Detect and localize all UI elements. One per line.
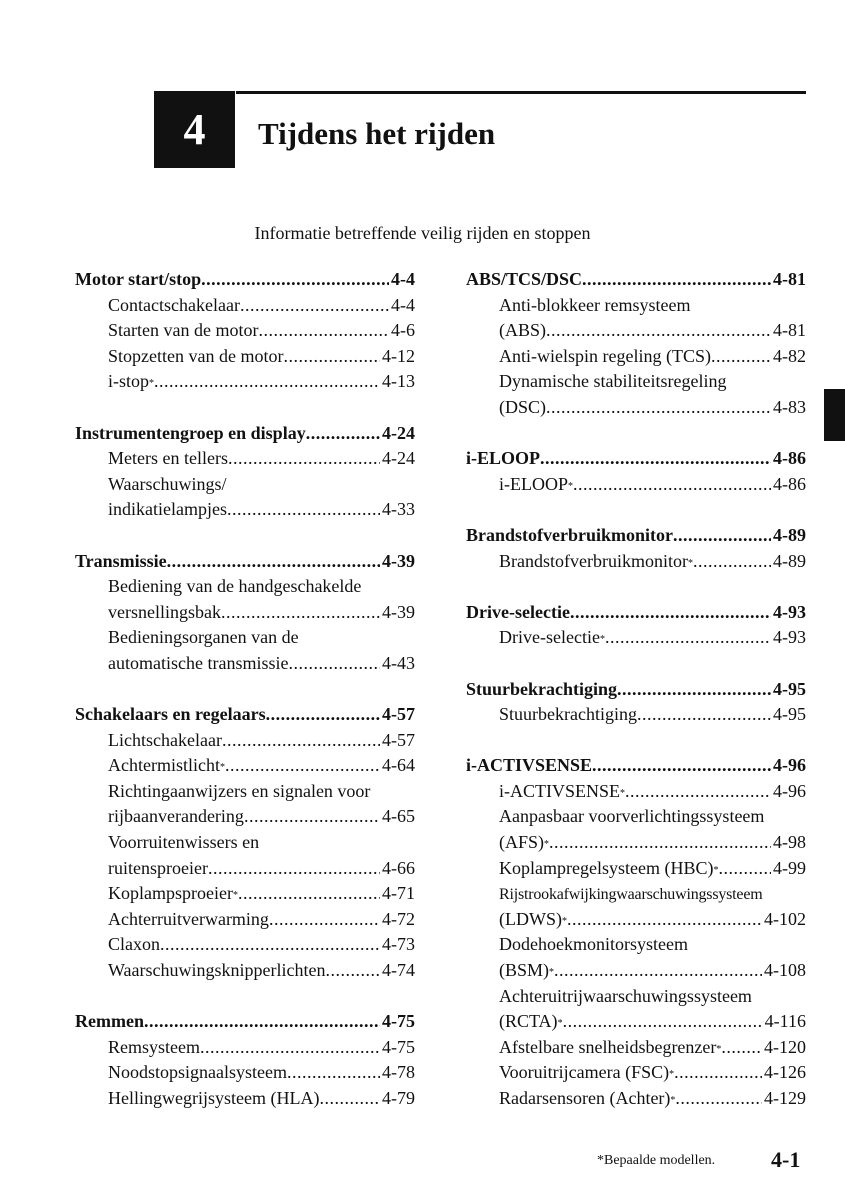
toc-entry[interactable] xyxy=(75,318,415,344)
toc-page-ref: 4-66 xyxy=(382,857,415,878)
toc-entry-text: (ABS) xyxy=(499,320,547,341)
footnote-marker: * xyxy=(561,915,567,927)
toc-entry-text: (RCTA) xyxy=(499,1011,558,1032)
toc-entry-title xyxy=(75,421,306,447)
toc-page-ref: 4-129 xyxy=(764,1088,806,1108)
toc-entry-title xyxy=(108,497,227,523)
toc-page-ref: 4-120 xyxy=(764,1036,806,1057)
leader-dots xyxy=(625,779,771,805)
toc-entry-text: Lichtschakelaar xyxy=(108,729,222,750)
toc-page-ref: 4-93 xyxy=(773,627,806,648)
toc-entry-text: i-ELOOP xyxy=(499,473,568,494)
toc-entry[interactable] xyxy=(75,856,415,882)
toc-entry[interactable] xyxy=(466,958,806,984)
leader-dots xyxy=(228,446,380,472)
toc-entry-text: Achtermistlicht xyxy=(108,755,220,776)
toc-entry-text: Voorruitenwissers en xyxy=(108,832,260,853)
toc-entry-title xyxy=(499,779,625,805)
footnote-marker: * xyxy=(620,787,625,799)
toc-section-heading[interactable] xyxy=(75,549,415,575)
toc-section-heading[interactable] xyxy=(75,267,415,293)
toc-entry[interactable] xyxy=(466,472,806,498)
toc-page-ref: 4-86 xyxy=(773,448,806,469)
toc-entry-text: (BSM) xyxy=(499,960,550,981)
toc-page-ref: 4-65 xyxy=(382,806,415,827)
footnote-marker: * xyxy=(557,1018,563,1030)
toc-page-ref: 4-108 xyxy=(764,960,806,981)
toc-entry-title xyxy=(108,804,244,830)
toc-entry[interactable] xyxy=(75,1060,415,1086)
toc-entry-title xyxy=(499,856,718,882)
toc-entry-title xyxy=(466,523,673,549)
toc-section-heading[interactable] xyxy=(466,600,806,626)
leader-dots xyxy=(721,1035,762,1061)
leader-dots xyxy=(200,1035,380,1061)
toc-entry-text: ruitensproeier xyxy=(108,857,208,878)
toc-section xyxy=(75,421,415,523)
toc-page-ref: 4-12 xyxy=(382,345,415,366)
toc-entry-text: Remmen xyxy=(75,1011,144,1032)
toc-page-ref: 4-75 xyxy=(382,1011,415,1032)
leader-dots xyxy=(225,753,380,779)
footnote-marker: * xyxy=(232,890,238,902)
toc-section-heading[interactable] xyxy=(466,267,806,293)
toc-entry-text: Hellingwegrijsysteem (HLA) xyxy=(108,1088,320,1108)
toc-page-ref: 4-99 xyxy=(773,857,806,878)
toc-entry-text: Brandstofverbruikmonitor xyxy=(466,524,673,545)
toc-entry-title xyxy=(499,958,554,984)
toc-entry[interactable] xyxy=(466,395,806,421)
leader-dots xyxy=(617,677,771,703)
toc-entry-text: Achteruitrijwaarschuwingssysteem xyxy=(499,985,752,1006)
toc-entry-title xyxy=(108,958,326,984)
footnote-marker: * xyxy=(549,967,555,979)
leader-dots xyxy=(592,753,771,779)
toc-page-ref: 4-24 xyxy=(382,422,415,443)
toc-entry-text: Achterruitverwarming xyxy=(108,908,269,929)
toc-entry[interactable] xyxy=(466,932,806,958)
toc-entry[interactable] xyxy=(75,958,415,984)
toc-entry[interactable] xyxy=(466,1060,806,1086)
toc-entry-title xyxy=(466,753,592,779)
toc-section xyxy=(75,1009,415,1111)
toc-page-ref: 4-96 xyxy=(773,780,806,801)
toc-entry-title xyxy=(466,600,570,626)
toc-entry-title xyxy=(499,907,567,933)
toc-entry-text: Radarsensoren (Achter) xyxy=(499,1088,671,1108)
chapter-title: Tijdens het rijden xyxy=(258,116,496,151)
footnote-marker: * xyxy=(687,557,693,569)
toc-page-ref: 4-82 xyxy=(773,345,806,366)
leader-dots xyxy=(244,804,380,830)
toc-entry[interactable] xyxy=(466,856,806,882)
toc-page-ref: 4-95 xyxy=(773,704,806,725)
toc-entry-text: Starten van de motor xyxy=(108,320,259,341)
leader-dots xyxy=(637,702,771,728)
toc-entry-text: Rijstrookafwijkingwaarschuwingssysteem xyxy=(499,886,763,904)
toc-entry-title xyxy=(499,830,549,856)
toc-entry-text: i-ACTIVSENSE xyxy=(466,755,593,776)
toc-entry-title xyxy=(499,702,637,728)
toc-entry-text: Aanpasbaar voorverlichtingssysteem xyxy=(499,806,765,827)
toc-entry-text: i-ELOOP xyxy=(466,448,541,469)
toc-entry-text: rijbaanverandering xyxy=(108,806,244,827)
toc-entry[interactable] xyxy=(75,293,415,319)
toc-entry-title xyxy=(75,1009,144,1035)
toc-entry-title xyxy=(75,702,266,728)
leader-dots xyxy=(554,958,762,984)
toc-page-ref: 4-33 xyxy=(382,499,415,520)
chapter-intro: Informatie betreffende veilig rijden en stoppen xyxy=(254,223,591,243)
toc-entry-text: indikatielampjes xyxy=(108,499,227,520)
toc-section-heading[interactable] xyxy=(466,677,806,703)
toc-section xyxy=(75,702,415,984)
toc-entry[interactable] xyxy=(75,574,415,600)
toc-entry-text: automatische transmissie xyxy=(108,652,289,673)
toc-left-column xyxy=(75,267,415,1137)
leader-dots xyxy=(673,523,771,549)
toc-entry-text: Waarschuwings/ xyxy=(108,473,227,494)
leader-dots xyxy=(546,318,771,344)
leader-dots xyxy=(306,421,380,447)
toc-entry-title xyxy=(499,984,752,1010)
leader-dots xyxy=(160,932,380,958)
toc-page-ref: 4-81 xyxy=(773,269,806,289)
toc-page-ref: 4-95 xyxy=(773,678,806,699)
toc-page-ref: 4-81 xyxy=(773,320,806,341)
leader-dots xyxy=(546,395,771,421)
toc-entry[interactable] xyxy=(75,728,415,754)
toc-page-ref: 4-13 xyxy=(382,371,415,392)
toc-section-heading[interactable] xyxy=(466,753,806,779)
toc-section xyxy=(466,446,806,497)
toc-entry-text: Richtingaanwijzers en signalen voor xyxy=(108,780,371,801)
leader-dots xyxy=(573,472,771,498)
toc-entry-title xyxy=(499,1035,721,1061)
toc-entry[interactable] xyxy=(466,984,806,1010)
toc-entry[interactable] xyxy=(466,779,806,805)
leader-dots xyxy=(540,446,771,472)
leader-dots xyxy=(221,600,380,626)
toc-entry[interactable] xyxy=(466,1035,806,1061)
leader-dots xyxy=(208,856,380,882)
leader-dots xyxy=(283,344,380,370)
toc-page-ref: 4-126 xyxy=(764,1062,806,1083)
toc-entry-text: Remsysteem xyxy=(108,1036,200,1057)
leader-dots xyxy=(675,1086,762,1112)
toc-entry-title xyxy=(108,932,160,958)
toc-entry[interactable] xyxy=(75,497,415,523)
toc-entry-title xyxy=(499,549,693,575)
toc-entry-title xyxy=(499,1009,563,1035)
leader-dots xyxy=(605,625,771,651)
toc-entry[interactable] xyxy=(75,932,415,958)
toc-entry[interactable] xyxy=(466,1086,806,1112)
toc-entry[interactable] xyxy=(466,907,806,933)
toc-entry[interactable] xyxy=(75,625,415,651)
toc-entry-title xyxy=(108,1035,200,1061)
toc-entry-text: Waarschuwingsknipperlichten xyxy=(108,960,326,981)
leader-dots xyxy=(238,881,380,907)
toc-entry-title xyxy=(108,318,258,344)
toc-entry-text: Vooruitrijcamera (FSC) xyxy=(499,1062,670,1083)
leader-dots xyxy=(269,907,380,933)
footnote-marker: * xyxy=(716,1043,722,1055)
toc-entry-text: Noodstopsignaalsysteem xyxy=(108,1062,287,1083)
leader-dots xyxy=(266,702,380,728)
footnote-marker: * xyxy=(713,864,719,876)
toc-page-ref: 4-24 xyxy=(382,448,415,469)
toc-entry-title xyxy=(466,267,582,293)
toc-entry-text: Transmissie xyxy=(75,550,167,571)
toc-entry[interactable] xyxy=(75,804,415,830)
toc-entry[interactable] xyxy=(466,881,806,907)
toc-entry-title xyxy=(499,1086,675,1112)
footnote-marker: * xyxy=(568,480,573,492)
toc-right-column xyxy=(466,267,806,1137)
header-rule xyxy=(236,91,806,94)
toc-entry-text: Claxon xyxy=(108,934,160,955)
toc-entry-text: Dynamische stabiliteitsregeling xyxy=(499,371,727,392)
toc-entry-title xyxy=(499,804,764,830)
leader-dots xyxy=(563,1009,763,1035)
toc-page-ref: 4-89 xyxy=(773,524,806,545)
toc-entry[interactable] xyxy=(466,549,806,575)
toc-entry[interactable] xyxy=(75,651,415,677)
toc-entry-title xyxy=(108,293,240,319)
footnote-marker: * xyxy=(219,762,225,774)
toc-entry-text: i-ACTIVSENSE xyxy=(499,780,620,801)
toc-entry-title xyxy=(108,907,269,933)
leader-dots xyxy=(240,293,389,319)
toc-entry[interactable] xyxy=(466,369,806,395)
toc-entry[interactable] xyxy=(75,446,415,472)
toc-entry-text: (LDWS) xyxy=(499,908,562,929)
toc-entry-text: i-stop xyxy=(108,371,150,392)
toc-section xyxy=(466,677,806,728)
toc-entry-title xyxy=(108,344,283,370)
toc-page-ref: 4-79 xyxy=(382,1088,415,1108)
toc-entry-text: Afstelbare snelheidsbegrenzer xyxy=(499,1036,717,1057)
toc-entry-text: Bedieningsorganen van de xyxy=(108,627,299,648)
toc-entry-title xyxy=(499,318,546,344)
toc-section xyxy=(75,267,415,395)
toc-page-ref: 4-83 xyxy=(773,396,806,417)
toc-page-ref: 4-78 xyxy=(382,1062,415,1083)
toc-page-ref: 4-102 xyxy=(764,908,806,929)
toc-entry[interactable] xyxy=(466,625,806,651)
toc-entry-text: Koplampregelsysteem (HBC) xyxy=(499,857,714,878)
toc-entry-title xyxy=(466,677,617,703)
toc-entry-title xyxy=(108,881,238,907)
toc-entry[interactable] xyxy=(466,830,806,856)
toc-entry[interactable] xyxy=(75,1035,415,1061)
toc-entry-text: Drive-selectie xyxy=(466,601,570,622)
toc-section-heading[interactable] xyxy=(75,702,415,728)
toc-entry[interactable] xyxy=(466,804,806,830)
toc-entry-title xyxy=(108,1060,287,1086)
toc-page-ref: 4-43 xyxy=(382,652,415,673)
toc-entry-title xyxy=(466,446,540,472)
toc-page-ref: 4-89 xyxy=(773,550,806,571)
chapter-side-tab xyxy=(824,389,845,441)
footnote-marker: * xyxy=(669,1069,675,1081)
toc-section-heading[interactable] xyxy=(466,446,806,472)
leader-dots xyxy=(674,1060,762,1086)
toc-section-heading[interactable] xyxy=(466,523,806,549)
toc-page-ref: 4-98 xyxy=(773,832,806,853)
toc-entry-text: ABS/TCS/DSC xyxy=(466,269,583,289)
toc-section xyxy=(466,267,806,421)
toc-page-ref: 4-4 xyxy=(391,269,415,289)
toc-entry-title xyxy=(108,779,370,805)
toc-entry-text: Bediening van de handgeschakelde xyxy=(108,576,362,597)
toc-entry-text: Schakelaars en regelaars xyxy=(75,704,266,725)
toc-page-ref: 4-74 xyxy=(382,960,415,981)
leader-dots xyxy=(570,600,771,626)
toc-entry[interactable] xyxy=(466,1009,806,1035)
toc-entry[interactable] xyxy=(75,753,415,779)
toc-page-ref: 4-72 xyxy=(382,908,415,929)
toc-entry-text: Dodehoekmonitorsysteem xyxy=(499,934,688,955)
toc-entry[interactable] xyxy=(75,830,415,856)
leader-dots xyxy=(326,958,381,984)
toc-page-ref: 4-4 xyxy=(391,294,415,315)
toc-entry-text: versnellingsbak xyxy=(108,601,221,622)
toc-page-ref: 4-57 xyxy=(382,729,415,750)
toc-entry-title xyxy=(108,472,227,498)
toc-entry-title xyxy=(108,369,154,395)
toc-page-ref: 4-75 xyxy=(382,1036,415,1057)
toc-entry-text: Brandstofverbruikmonitor xyxy=(499,550,688,571)
leader-dots xyxy=(718,856,771,882)
toc-page-ref: 4-93 xyxy=(773,601,806,622)
chapter-number-box: 4 xyxy=(154,91,235,168)
toc-entry-text: (DSC) xyxy=(499,396,547,417)
toc-entry-text: Stuurbekrachtiging xyxy=(499,704,637,725)
toc-entry[interactable] xyxy=(75,779,415,805)
toc-entry-title xyxy=(108,600,221,626)
toc-entry-title xyxy=(108,830,259,856)
toc-section xyxy=(466,523,806,574)
leader-dots xyxy=(693,549,771,575)
toc-page-ref: 4-73 xyxy=(382,934,415,955)
toc-entry-title xyxy=(108,651,288,677)
toc-entry-title xyxy=(499,932,688,958)
footnote-marker: * xyxy=(149,378,155,390)
toc-entry-text: Stopzetten van de motor xyxy=(108,345,284,366)
leader-dots xyxy=(711,344,771,370)
toc-entry-text: Anti-blokkeer remsysteem xyxy=(499,294,691,315)
toc-entry[interactable] xyxy=(75,344,415,370)
leader-dots xyxy=(549,830,771,856)
leader-dots xyxy=(227,497,380,523)
leader-dots xyxy=(222,728,380,754)
leader-dots xyxy=(154,369,380,395)
toc-page-ref: 4-64 xyxy=(382,755,415,776)
leader-dots xyxy=(288,651,380,677)
toc-entry[interactable] xyxy=(75,369,415,395)
toc-entry-text: Anti-wielspin regeling (TCS) xyxy=(499,345,711,366)
toc-entry-title xyxy=(108,728,222,754)
toc-page-ref: 4-86 xyxy=(773,473,806,494)
toc-entry[interactable] xyxy=(75,881,415,907)
leader-dots xyxy=(201,267,389,293)
leader-dots xyxy=(319,1086,380,1112)
toc-entry[interactable] xyxy=(75,600,415,626)
toc-entry[interactable] xyxy=(466,293,806,319)
toc-entry-title xyxy=(108,446,228,472)
toc-entry-title xyxy=(75,267,201,293)
footnote-marker: * xyxy=(670,1095,676,1106)
toc-entry-title xyxy=(499,1060,674,1086)
toc-entry-title xyxy=(499,395,546,421)
footnote: *Bepaalde modellen. xyxy=(597,1153,716,1168)
toc-page-ref: 4-6 xyxy=(391,320,415,341)
page-number: 4-1 xyxy=(771,1147,801,1172)
toc-entry-text: Contactschakelaar xyxy=(108,294,240,315)
leader-dots xyxy=(167,549,380,575)
toc-entry-title xyxy=(499,293,690,319)
toc-entry-text: Koplampsproeier xyxy=(108,883,233,904)
toc-section xyxy=(75,549,415,677)
toc-entry-title xyxy=(108,574,361,600)
toc-entry[interactable] xyxy=(75,472,415,498)
toc-page-ref: 4-96 xyxy=(773,755,806,776)
leader-dots xyxy=(258,318,389,344)
toc-section xyxy=(466,753,806,1111)
toc-entry[interactable] xyxy=(466,702,806,728)
toc-entry-text: (AFS) xyxy=(499,832,545,853)
leader-dots xyxy=(582,267,771,293)
toc-section xyxy=(466,600,806,651)
toc-entry-title xyxy=(108,625,299,651)
toc-page-ref: 4-39 xyxy=(382,601,415,622)
toc-entry-title xyxy=(499,369,726,395)
toc-entry-text: Motor start/stop xyxy=(75,269,202,289)
toc-section-heading[interactable] xyxy=(75,421,415,447)
toc-entry[interactable] xyxy=(75,907,415,933)
toc-entry-title xyxy=(499,625,605,651)
toc-entry-text: Drive-selectie xyxy=(499,627,600,648)
toc-entry-title xyxy=(499,472,573,498)
toc-entry-title xyxy=(499,881,762,907)
toc-entry-title xyxy=(108,1086,319,1112)
leader-dots xyxy=(287,1060,380,1086)
toc-entry-title xyxy=(108,753,225,779)
toc-page-ref: 4-116 xyxy=(764,1011,806,1032)
toc-page-ref: 4-71 xyxy=(382,883,415,904)
toc-entry-text: Meters en tellers xyxy=(108,448,228,469)
leader-dots xyxy=(144,1009,380,1035)
toc-entry-title xyxy=(75,549,167,575)
toc-section-heading[interactable] xyxy=(75,1009,415,1035)
toc-entry[interactable] xyxy=(75,1086,415,1112)
toc-entry-title xyxy=(499,344,711,370)
toc-page-ref: 4-39 xyxy=(382,550,415,571)
footnote-marker: * xyxy=(599,634,605,646)
toc-entry-text: Instrumentengroep en display xyxy=(75,422,306,443)
toc-entry[interactable] xyxy=(466,344,806,370)
toc-entry[interactable] xyxy=(466,318,806,344)
toc-entry-text: Stuurbekrachtiging xyxy=(466,678,618,699)
footnote-marker: * xyxy=(544,839,550,851)
leader-dots xyxy=(567,907,762,933)
toc-page-ref: 4-57 xyxy=(382,704,415,725)
toc-entry-title xyxy=(108,856,208,882)
